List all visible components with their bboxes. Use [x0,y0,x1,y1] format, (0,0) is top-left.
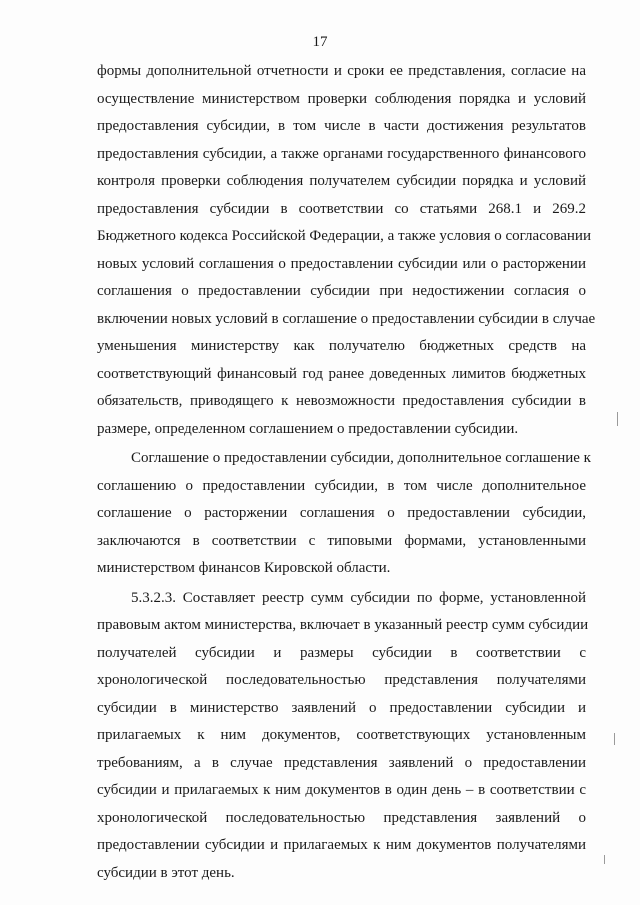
text-line: субсидии и прилагаемых к ним документов в один день – в соответствии с [97,782,586,798]
text-line: министерством финансов Кировской области. [97,560,391,576]
text-line: уменьшения министерству как получателю бюджетных средств на [97,338,586,354]
text-line: предоставлении субсидии и прилагаемых к ним документов получателями [97,837,586,853]
text-line: обязательств, приводящего к невозможности предоставления субсидии в [97,393,586,409]
text-line: новых условий соглашения о предоставлении субсидии или о расторжении [97,255,586,272]
text-line: осуществление министерством проверки соблюдения порядка и условий [97,90,586,107]
text-line: соглашения о предоставлении субсидии при недостижении согласия о [97,283,586,299]
text-line: размере, определенном соглашением о предоставлении субсидии. [97,420,519,437]
paragraph-continuation [97,58,596,443]
text-line: получателей субсидии и размеры субсидии в соответствии с [97,644,586,661]
scan-artifact [614,733,615,745]
text-line: включении новых условий в соглашение о предоставлении субсидии в случае [97,310,596,327]
text-line: правовым актом министерства, включает в указанный реестр сумм субсидии [97,617,589,633]
text-line: предоставления субсидии в соответствии со статьями 268.1 и 269.2 [97,200,586,217]
paragraph-registry [97,585,589,888]
text-line: контроля проверки соблюдения получателем субсидии порядка и условий [97,173,586,189]
page-number: 17 [312,34,328,50]
paragraph-agreement [97,445,591,583]
text-line: соглашение о расторжении соглашения о предоставлении субсидии, [97,505,586,521]
text-line: предоставления субсидии, а также органами государственного финансового [97,145,586,162]
text-line: соответствующий финансовый год ранее доведенных лимитов бюджетных [97,365,586,382]
text-line: хронологической последовательностью представления заявлений о [97,809,586,826]
text-line: заключаются в соответствии с типовыми формами, установленными [97,532,586,549]
scan-artifact [617,412,618,426]
text-line: соглашению о предоставлении субсидии, в том числе дополнительное [97,477,586,494]
text-line: 5.3.2.3. Составляет реестр сумм субсидии по форме, установленной [131,589,586,606]
text-line: прилагаемых к ним документов, соответствующих установленным [97,727,586,743]
text-line: формы дополнительной отчетности и сроки ее представления, согласие на [97,63,586,79]
text-line: субсидии в этот день. [97,864,235,881]
text-line: субсидии в министерство заявлений о предоставлении субсидии и [97,699,586,716]
scan-artifact [604,855,605,864]
text-line: предоставления субсидии, в том числе в части достижения результатов [97,118,586,134]
text-line: Соглашение о предоставлении субсидии, дополнительное соглашение к [131,450,591,466]
text-line: требованиям, а в случае представления заявлений о предоставлении [97,754,586,771]
text-line: Бюджетного кодекса Российской Федерации, а также условия о согласовании [97,228,591,244]
text-line: хронологической последовательностью представления получателями [97,672,586,688]
body-text [97,58,596,887]
